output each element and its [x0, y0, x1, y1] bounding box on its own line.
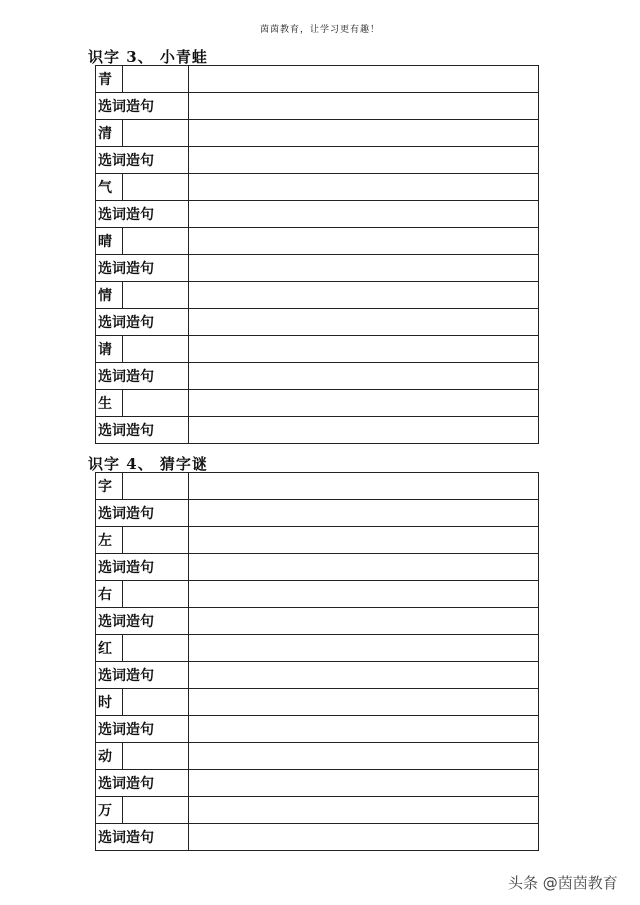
sentence-label: 选词造句	[96, 608, 189, 635]
sentence-row	[96, 309, 539, 336]
sentence-row	[96, 363, 539, 390]
blank-cell[interactable]	[189, 581, 539, 608]
sentence-label: 选词造句	[96, 662, 189, 689]
blank-cell[interactable]	[189, 336, 539, 363]
char-cell: 请	[96, 336, 123, 363]
blank-cell[interactable]	[189, 390, 539, 417]
sentence-label: 选词造句	[96, 770, 189, 797]
sentence-blank[interactable]	[189, 608, 539, 635]
sentence-blank[interactable]	[189, 500, 539, 527]
char-row	[96, 473, 539, 500]
sentence-label: 选词造句	[96, 417, 189, 444]
blank-cell[interactable]	[189, 527, 539, 554]
blank-cell[interactable]	[123, 390, 189, 417]
sentence-blank[interactable]	[189, 363, 539, 390]
blank-cell[interactable]	[189, 635, 539, 662]
blank-cell[interactable]	[123, 174, 189, 201]
sentence-row	[96, 500, 539, 527]
sentence-blank[interactable]	[189, 662, 539, 689]
char-cell: 青	[96, 66, 123, 93]
sentence-row	[96, 147, 539, 174]
watermark: 头条 @茵茵教育	[508, 874, 618, 892]
blank-cell[interactable]	[123, 743, 189, 770]
section-title: 识字 3、 小青蛙	[88, 48, 208, 66]
sentence-label: 选词造句	[96, 716, 189, 743]
char-cell: 生	[96, 390, 123, 417]
char-row	[96, 66, 539, 93]
sentence-blank[interactable]	[189, 554, 539, 581]
sentence-blank[interactable]	[189, 417, 539, 444]
char-row	[96, 635, 539, 662]
char-cell: 红	[96, 635, 123, 662]
char-row	[96, 581, 539, 608]
char-row	[96, 390, 539, 417]
blank-cell[interactable]	[189, 228, 539, 255]
blank-cell[interactable]	[123, 66, 189, 93]
sentence-row	[96, 824, 539, 851]
char-row	[96, 120, 539, 147]
blank-cell[interactable]	[123, 581, 189, 608]
char-row	[96, 282, 539, 309]
blank-cell[interactable]	[123, 689, 189, 716]
worksheet-table	[95, 472, 539, 851]
char-cell: 清	[96, 120, 123, 147]
sentence-label: 选词造句	[96, 363, 189, 390]
char-row	[96, 743, 539, 770]
sentence-row	[96, 417, 539, 444]
sentence-blank[interactable]	[189, 716, 539, 743]
sentence-row	[96, 201, 539, 228]
sentence-blank[interactable]	[189, 255, 539, 282]
char-cell: 字	[96, 473, 123, 500]
blank-cell[interactable]	[189, 689, 539, 716]
worksheet-table	[95, 65, 539, 444]
char-cell: 气	[96, 174, 123, 201]
char-row	[96, 228, 539, 255]
char-row	[96, 336, 539, 363]
blank-cell[interactable]	[123, 228, 189, 255]
sentence-label: 选词造句	[96, 309, 189, 336]
char-row	[96, 689, 539, 716]
sentence-label: 选词造句	[96, 554, 189, 581]
sentence-label: 选词造句	[96, 824, 189, 851]
blank-cell[interactable]	[189, 120, 539, 147]
char-cell: 右	[96, 581, 123, 608]
sentence-row	[96, 255, 539, 282]
sentence-blank[interactable]	[189, 770, 539, 797]
char-cell: 左	[96, 527, 123, 554]
char-row	[96, 797, 539, 824]
sentence-row	[96, 554, 539, 581]
sentence-blank[interactable]	[189, 309, 539, 336]
blank-cell[interactable]	[189, 174, 539, 201]
sentence-label: 选词造句	[96, 255, 189, 282]
char-row	[96, 527, 539, 554]
sentence-blank[interactable]	[189, 201, 539, 228]
blank-cell[interactable]	[189, 66, 539, 93]
blank-cell[interactable]	[123, 797, 189, 824]
sentence-blank[interactable]	[189, 147, 539, 174]
blank-cell[interactable]	[123, 336, 189, 363]
blank-cell[interactable]	[189, 282, 539, 309]
sentence-row	[96, 716, 539, 743]
char-row	[96, 174, 539, 201]
blank-cell[interactable]	[189, 743, 539, 770]
sentence-row	[96, 608, 539, 635]
sentence-label: 选词造句	[96, 500, 189, 527]
sentence-blank[interactable]	[189, 824, 539, 851]
blank-cell[interactable]	[123, 473, 189, 500]
blank-cell[interactable]	[123, 527, 189, 554]
sentence-label: 选词造句	[96, 201, 189, 228]
blank-cell[interactable]	[189, 473, 539, 500]
char-cell: 时	[96, 689, 123, 716]
sentence-row	[96, 770, 539, 797]
char-cell: 动	[96, 743, 123, 770]
sentence-row	[96, 93, 539, 120]
char-cell: 晴	[96, 228, 123, 255]
section-title: 识字 4、 猜字谜	[88, 455, 208, 473]
char-cell: 情	[96, 282, 123, 309]
sentence-row	[96, 662, 539, 689]
page-header: 茵茵教育，让学习更有趣！	[259, 25, 380, 35]
char-cell: 万	[96, 797, 123, 824]
sentence-blank[interactable]	[189, 93, 539, 120]
sentence-label: 选词造句	[96, 147, 189, 174]
blank-cell[interactable]	[123, 120, 189, 147]
blank-cell[interactable]	[123, 282, 189, 309]
blank-cell[interactable]	[123, 635, 189, 662]
blank-cell[interactable]	[189, 797, 539, 824]
sentence-label: 选词造句	[96, 93, 189, 120]
